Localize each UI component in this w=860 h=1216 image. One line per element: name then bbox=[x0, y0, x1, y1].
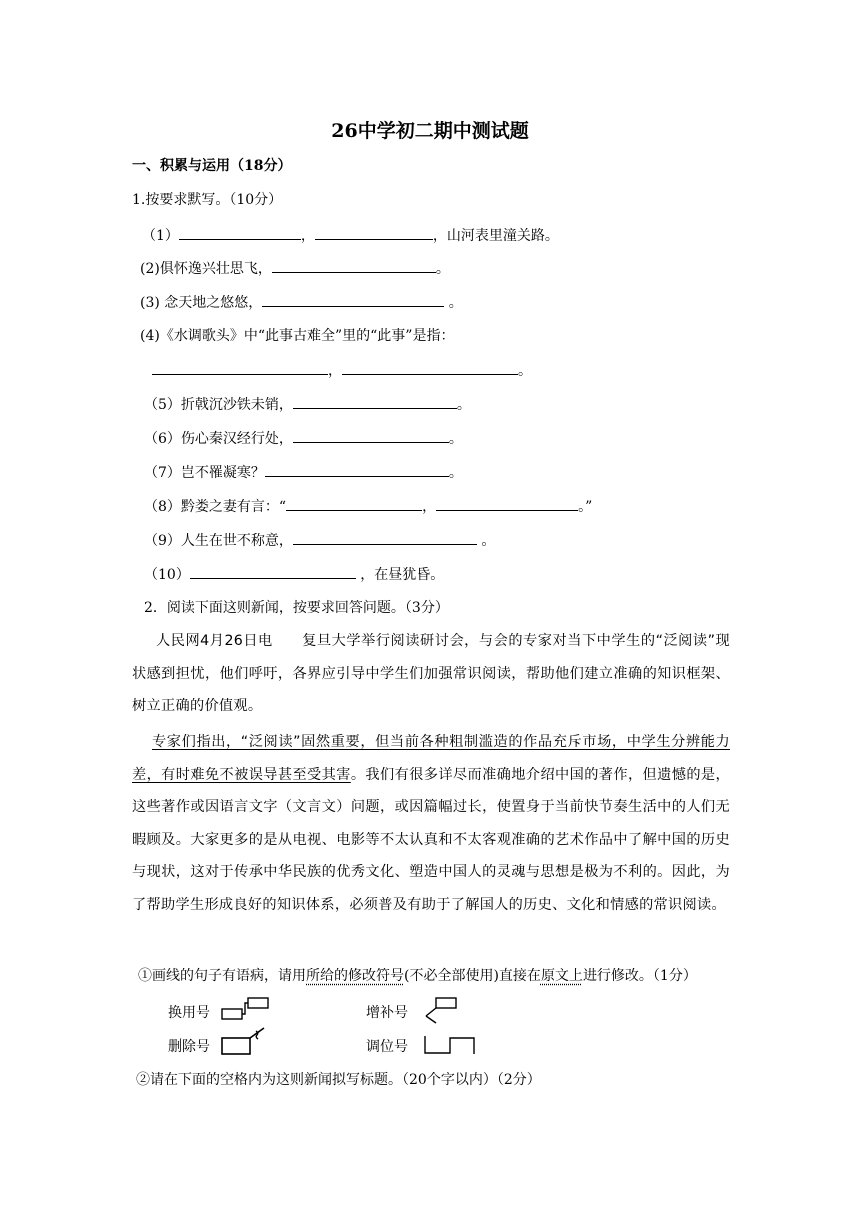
sub-question-1-text: 进行修改。（1分） bbox=[582, 968, 697, 984]
item-3-tail: 。 bbox=[444, 295, 463, 311]
item-7-text: （7）岂不罹凝寒？ bbox=[144, 465, 265, 481]
section-heading: 一、积累与运用（18分） bbox=[132, 158, 292, 174]
item-1-separator: ， bbox=[300, 228, 315, 244]
answer-blank[interactable] bbox=[272, 258, 436, 273]
item-9-text: （9）人生在世不称意， bbox=[144, 533, 293, 549]
item-2 bbox=[140, 258, 450, 279]
replace-mark-icon bbox=[220, 996, 272, 1022]
item-5-tail: 。 bbox=[456, 397, 471, 413]
emphasized-text: 原文上 bbox=[540, 968, 583, 984]
item-8 bbox=[144, 496, 592, 517]
item-8-separator: ， bbox=[422, 499, 437, 515]
news-paragraph-2-rest: 。我们有很多详尽而准确地介绍中国的著作，但遗憾的是，这些著作或因语言文字（文言文）问题，或因篇幅过长，使置身于当前快节奏生活中的人们无暇顾及。大家更多的是从电视、电影等不太认真和不太客观准确的艺术作品中了解中国的历史与现状，这对于传承中华民族的优秀文化、塑造中国人的灵魂与思想是极为不利的。因此，为了帮助学生形成良好的知识体系，必须普及有助于了解国人的历史、文化和情感的常识阅读。 bbox=[132, 766, 730, 913]
item-3-text: (3) 念天地之悠悠， bbox=[140, 295, 263, 311]
item-4-answer bbox=[152, 360, 532, 381]
item-1-tail: ，山河表里潼关路。 bbox=[432, 228, 559, 244]
answer-blank[interactable] bbox=[190, 564, 356, 579]
item-4: (4)《水调歌头》中“此事古难全”里的“此事”是指： bbox=[140, 328, 455, 344]
item-3 bbox=[140, 292, 463, 313]
reorder-mark-icon bbox=[422, 1034, 478, 1056]
answer-blank[interactable] bbox=[179, 225, 301, 240]
sub-question-1-text: (不必全部使用)直接在 bbox=[404, 968, 541, 984]
answer-blank[interactable] bbox=[342, 360, 518, 375]
item-7-tail: 。 bbox=[448, 465, 463, 481]
item-6 bbox=[144, 428, 463, 449]
news-paragraph-1: 人民网4月26日电 复旦大学举行阅读研讨会，与会的专家对当下中学生的“泛阅读”现状感到担忧，他们呼吁，各界应引导中学生们加强常识阅读，帮助他们建立准确的知识框架、树立正确的价值观。 bbox=[132, 633, 730, 715]
replace-symbol-label: 换用号 bbox=[168, 1005, 210, 1021]
item-5 bbox=[144, 394, 471, 415]
insert-mark-icon bbox=[420, 996, 460, 1024]
emphasized-text: 所给的修改符号 bbox=[306, 968, 404, 984]
answer-blank[interactable] bbox=[436, 496, 578, 511]
item-2-tail: 。 bbox=[435, 261, 450, 277]
item-1 bbox=[142, 225, 559, 246]
reorder-symbol-label: 调位号 bbox=[366, 1039, 408, 1055]
sub-question-1 bbox=[138, 966, 697, 986]
item-9 bbox=[144, 530, 495, 551]
item-5-text: （5）折戟沉沙铁未销， bbox=[144, 397, 293, 413]
insert-symbol-label: 增补号 bbox=[366, 1005, 408, 1021]
answer-blank[interactable] bbox=[262, 292, 444, 307]
item-6-tail: 。 bbox=[448, 431, 463, 447]
answer-blank[interactable] bbox=[293, 394, 457, 409]
item-2-text: (2)俱怀逸兴壮思飞， bbox=[140, 261, 272, 277]
answer-blank[interactable] bbox=[315, 225, 433, 240]
item-8-tail: 。” bbox=[578, 499, 593, 515]
news-paragraph-2 bbox=[132, 726, 730, 922]
question-1-heading: 1.按要求默写。（10分） bbox=[132, 192, 283, 208]
delete-symbol-label: 删除号 bbox=[168, 1039, 210, 1055]
sub-question-1-text: ①画线的句子有语病，请用 bbox=[138, 968, 306, 984]
answer-blank[interactable] bbox=[152, 360, 328, 375]
answer-blank[interactable] bbox=[286, 496, 422, 511]
item-6-text: （6）伤心秦汉经行处， bbox=[144, 431, 293, 447]
answer-blank[interactable] bbox=[265, 462, 449, 477]
faulty-sentence[interactable]: 专家们指出，“泛阅读”固然重要，但当前各种粗制滥造的作品充斥市场，中学生分辨能力差，有时难免不被误导甚至受其害 bbox=[132, 734, 730, 783]
item-7 bbox=[144, 462, 463, 483]
item-9-tail: 。 bbox=[476, 533, 496, 549]
item-10-number: （10） bbox=[144, 567, 190, 583]
question-2-heading: 2．阅读下面这则新闻，按要求回答问题。（3分） bbox=[144, 600, 449, 616]
item-10-tail: ，在昼犹昏。 bbox=[355, 567, 445, 583]
delete-mark-icon bbox=[220, 1026, 270, 1056]
item-10 bbox=[144, 564, 444, 585]
sub-question-2: ②请在下面的空格内为这则新闻拟写标题。（20个字以内）（2分） bbox=[136, 1072, 541, 1088]
item-4-tail: 。 bbox=[518, 363, 532, 379]
item-4-separator: ， bbox=[328, 363, 342, 379]
exam-title: 26中学初二期中测试题 bbox=[331, 120, 529, 142]
item-8-text: （8）黔娄之妻有言：“ bbox=[144, 499, 287, 515]
answer-blank[interactable] bbox=[293, 530, 477, 545]
answer-blank[interactable] bbox=[293, 428, 449, 443]
item-1-number: （1） bbox=[142, 228, 179, 244]
